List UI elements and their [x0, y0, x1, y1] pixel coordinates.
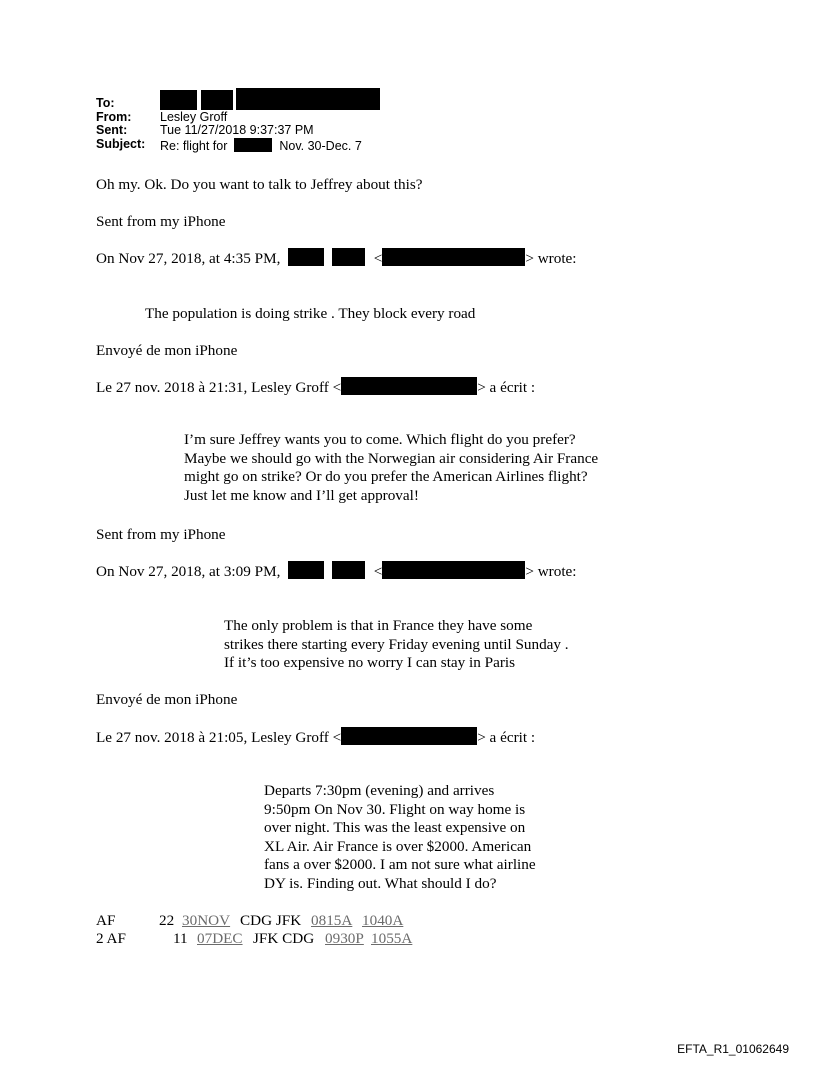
quote-lt: <: [373, 250, 383, 267]
flight-number: 22: [159, 912, 175, 929]
redaction: [288, 248, 324, 266]
redaction: [234, 138, 272, 152]
quote-prefix: On Nov 27, 2018, at 4:35 PM,: [96, 250, 281, 267]
subject-prefix: Re: flight for: [160, 138, 228, 153]
quote-header: [96, 727, 535, 747]
message-body: The population is doing strike . They block every road: [145, 305, 476, 322]
quote-header: [96, 561, 577, 581]
signature: Sent from my iPhone: [96, 213, 226, 230]
body-line: XL Air. Air France is over $2000. American: [264, 837, 532, 855]
quote-lt: <: [373, 563, 383, 580]
signature: Envoyé de mon iPhone: [96, 691, 238, 708]
quote-suffix: > a écrit :: [477, 729, 536, 746]
quote-prefix: Le 27 nov. 2018 à 21:31, Lesley Groff <: [96, 379, 342, 396]
body-line: Departs 7:30pm (evening) and arrives: [264, 782, 495, 799]
body-line: might go on strike? Or do you prefer the American Airlines flight?: [184, 468, 588, 485]
redaction: [341, 377, 477, 395]
body-line: The only problem is that in France they have some: [224, 617, 533, 634]
redaction: [160, 90, 197, 110]
quote-prefix: Le 27 nov. 2018 à 21:05, Lesley Groff <: [96, 729, 342, 746]
flight-date-link[interactable]: 30NOV: [182, 912, 231, 929]
redaction: [236, 88, 380, 110]
quote-header: [96, 377, 535, 397]
quote-suffix: > a écrit :: [477, 379, 536, 396]
subject-suffix: Nov. 30-Dec. 7: [279, 138, 362, 153]
message-body: Oh my. Ok. Do you want to talk to Jeffrey about this?: [96, 176, 423, 193]
body-line: 9:50pm On Nov 30. Flight on way home is: [264, 800, 526, 818]
redaction: [288, 561, 324, 579]
redaction: [382, 248, 525, 266]
flight-route: CDG JFK: [240, 912, 302, 929]
redaction: [201, 90, 233, 110]
arrival-time-link[interactable]: 1055A: [371, 930, 413, 947]
message-body: [264, 782, 536, 893]
flight-date-link[interactable]: 07DEC: [197, 930, 243, 947]
redaction: [341, 727, 477, 745]
body-line: fans a over $2000. I am not sure what airline: [264, 856, 536, 873]
quote-header: [96, 248, 577, 268]
departure-time-link[interactable]: 0930P: [325, 930, 364, 947]
body-line: Maybe we should go with the Norwegian air considering Air France: [184, 449, 599, 467]
body-line: I’m sure Jeffrey wants you to come. Which flight do you prefer?: [184, 431, 576, 448]
signature: Sent from my iPhone: [96, 526, 226, 543]
body-line: strikes there starting every Friday evening until Sunday .: [224, 635, 569, 653]
arrival-time-link[interactable]: 1040A: [362, 912, 404, 929]
departure-time-link[interactable]: 0815A: [311, 912, 353, 929]
redaction: [332, 248, 365, 266]
flight-route: JFK CDG: [253, 930, 315, 947]
subject-label: Subject:: [96, 136, 146, 151]
signature: Envoyé de mon iPhone: [96, 342, 238, 359]
redaction: [382, 561, 525, 579]
subject-value: [160, 138, 362, 154]
flight-row: [96, 911, 436, 930]
from-label: From:: [96, 109, 132, 124]
bates-number: EFTA_R1_01062649: [677, 1042, 789, 1056]
flight-prefix: 2 AF: [96, 930, 126, 947]
quote-suffix: > wrote:: [525, 563, 577, 580]
sent-value: Tue 11/27/2018 9:37:37 PM: [160, 123, 314, 137]
sent-label: Sent:: [96, 123, 128, 137]
body-line: over night. This was the least expensive on: [264, 819, 526, 836]
message-body: [224, 617, 569, 673]
body-line: If it’s too expensive no worry I can stay in Paris: [224, 654, 516, 671]
flight-row: [96, 929, 436, 948]
body-line: Just let me know and I’ll get approval!: [184, 486, 419, 504]
quote-prefix: On Nov 27, 2018, at 3:09 PM,: [96, 563, 281, 580]
quote-suffix: > wrote:: [525, 250, 577, 267]
message-body: [184, 431, 598, 505]
body-line: DY is. Finding out. What should I do?: [264, 874, 497, 892]
to-label: To:: [96, 96, 115, 110]
redaction: [332, 561, 365, 579]
flight-number: 11: [173, 930, 188, 947]
from-value: Lesley Groff: [160, 109, 228, 124]
flight-prefix: AF: [96, 912, 116, 929]
